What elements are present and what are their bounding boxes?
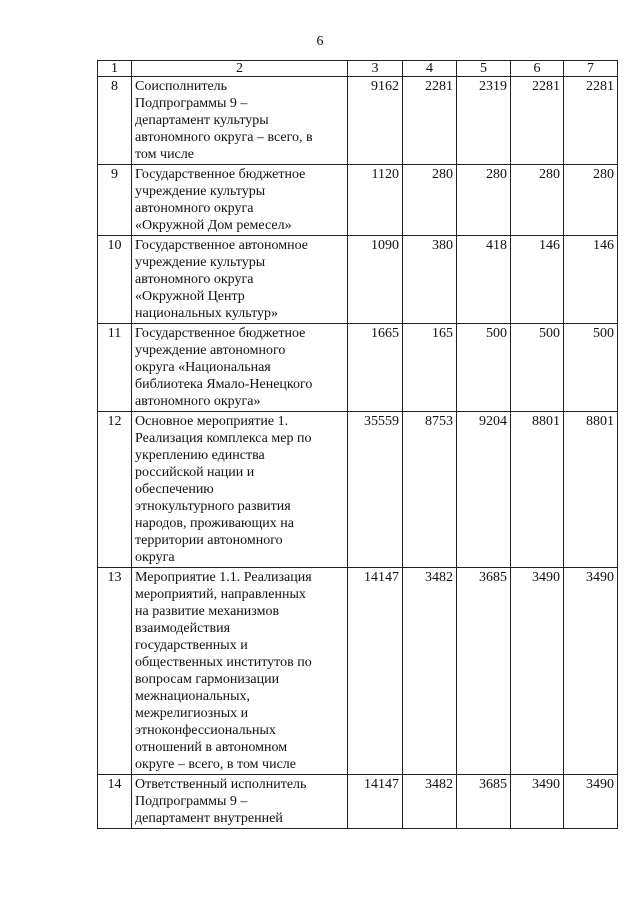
table-row [98,324,618,412]
description-line: округе – всего, в том числе [135,757,296,772]
header-cell-6: 6 [511,61,564,77]
value-cell-3: 1120 [348,165,403,236]
value-cell-6: 3490 [511,775,564,829]
description-line: на развитие механизмов [135,604,280,619]
value-cell-3: 1665 [348,324,403,412]
value-cell-7: 3490 [564,568,618,775]
header-cell-7: 7 [564,61,618,77]
description-line: автономного округа [135,272,254,287]
description-line: Мероприятие 1.1. Реализация [135,570,312,585]
description-line: вопросам гармонизации [135,672,280,687]
value-cell-5: 280 [457,165,511,236]
description-line: Основное мероприятие 1. [135,414,289,429]
table-row [98,165,618,236]
budget-table [97,60,618,829]
description-line: учреждение автономного [135,343,286,358]
description-line: обеспечению [135,482,214,497]
value-cell-3: 14147 [348,568,403,775]
description-cell [132,165,348,236]
description-line: межрелигиозных и [135,706,249,721]
description-cell [132,77,348,165]
value-cell-7: 500 [564,324,618,412]
value-cell-3: 9162 [348,77,403,165]
description-line: департамент культуры [135,113,269,128]
value-cell-5: 3685 [457,775,511,829]
description-line: Реализация комплекса мер по [135,431,312,446]
description-line: Государственное автономное [135,238,309,253]
description-line: государственных и [135,638,248,653]
header-cell-2: 2 [132,61,348,77]
header-cell-1: 1 [98,61,132,77]
value-cell-7: 280 [564,165,618,236]
description-line: общественных институтов по [135,655,312,670]
description-line: «Окружной Центр [135,289,245,304]
description-line: укреплению единства [135,448,265,463]
description-line: межнациональных, [135,689,251,704]
row-number-cell: 12 [98,412,132,568]
description-line: учреждение культуры [135,255,266,270]
value-cell-5: 3685 [457,568,511,775]
description-line: народов, проживающих на [135,516,294,531]
description-line: автономного округа – всего, в [135,130,313,145]
description-line: автономного округа» [135,394,261,409]
table-row [98,775,618,829]
description-line: учреждение культуры [135,184,266,199]
description-line: том числе [135,147,194,162]
value-cell-3: 35559 [348,412,403,568]
description-line: Подпрограммы 9 – [135,96,248,111]
description-line: этноконфессиональных [135,723,276,738]
description-line: российской нации и [135,465,255,480]
description-line: Подпрограммы 9 – [135,794,248,809]
table-row [98,412,618,568]
description-line: «Окружной Дом ремесел» [135,218,292,233]
value-cell-6: 146 [511,236,564,324]
page-number: 6 [316,34,324,49]
description-cell [132,775,348,829]
value-cell-4: 3482 [403,775,457,829]
value-cell-7: 3490 [564,775,618,829]
description-cell [132,324,348,412]
table-row [98,77,618,165]
header-cell-5: 5 [457,61,511,77]
row-number-cell: 10 [98,236,132,324]
description-line: национальных культур» [135,306,279,321]
value-cell-4: 165 [403,324,457,412]
value-cell-7: 8801 [564,412,618,568]
row-number-cell: 13 [98,568,132,775]
description-cell [132,568,348,775]
value-cell-4: 280 [403,165,457,236]
value-cell-3: 1090 [348,236,403,324]
description-line: этнокультурного развития [135,499,291,514]
description-line: департамент внутренней [135,811,283,826]
description-cell [132,236,348,324]
description-line: территории автономного [135,533,283,548]
description-line: Государственное бюджетное [135,167,306,182]
row-number-cell: 8 [98,77,132,165]
row-number-cell: 11 [98,324,132,412]
value-cell-4: 3482 [403,568,457,775]
description-line: округа [135,550,175,565]
header-cell-3: 3 [348,61,403,77]
header-cell-4: 4 [403,61,457,77]
description-line: библиотека Ямало-Ненецкого [135,377,313,392]
value-cell-7: 2281 [564,77,618,165]
row-number-cell: 9 [98,165,132,236]
table-header-row [98,61,618,77]
description-line: округа «Национальная [135,360,271,375]
value-cell-4: 380 [403,236,457,324]
value-cell-7: 146 [564,236,618,324]
value-cell-4: 8753 [403,412,457,568]
value-cell-6: 8801 [511,412,564,568]
value-cell-5: 9204 [457,412,511,568]
description-line: Государственное бюджетное [135,326,306,341]
value-cell-6: 2281 [511,77,564,165]
description-line: автономного округа [135,201,254,216]
description-line: мероприятий, направленных [135,587,306,602]
value-cell-5: 500 [457,324,511,412]
value-cell-5: 418 [457,236,511,324]
value-cell-4: 2281 [403,77,457,165]
value-cell-5: 2319 [457,77,511,165]
description-line: Соисполнитель [135,79,228,94]
description-line: Ответственный исполнитель [135,777,307,792]
value-cell-6: 3490 [511,568,564,775]
row-number-cell: 14 [98,775,132,829]
table-row [98,568,618,775]
value-cell-3: 14147 [348,775,403,829]
table-row [98,236,618,324]
value-cell-6: 280 [511,165,564,236]
description-cell [132,412,348,568]
description-line: взаимодействия [135,621,231,636]
description-line: отношений в автономном [135,740,288,755]
value-cell-6: 500 [511,324,564,412]
